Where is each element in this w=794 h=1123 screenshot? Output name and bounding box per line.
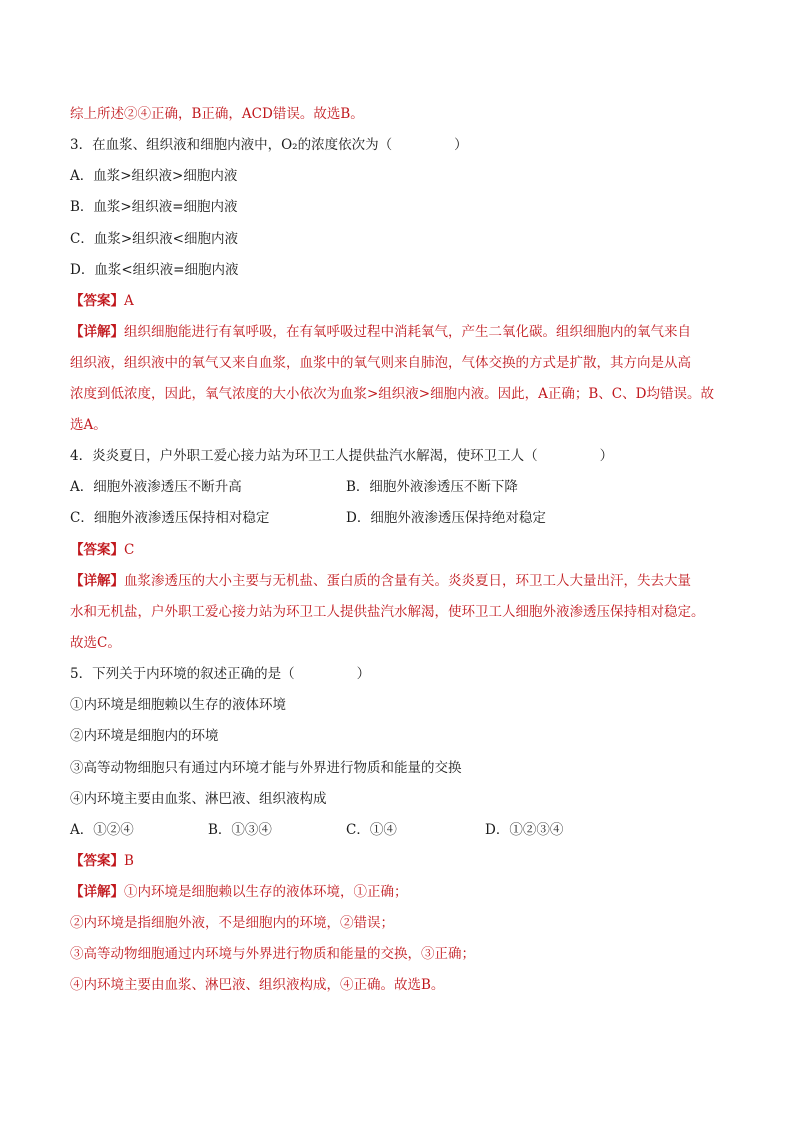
q5-statement-2: ②内环境是细胞内的环境 — [70, 728, 219, 744]
q5-answer-value: B — [124, 853, 134, 869]
q4-option-b: B．细胞外液渗透压不断下降 — [346, 479, 518, 495]
q3-answer — [70, 291, 134, 311]
q5-detail-text-1: ①内环境是细胞赖以生存的液体环境，①正确； — [124, 884, 408, 900]
q5-stem-text: 5．下列关于内环境的叙述正确的是（ — [70, 666, 295, 682]
q4-detail-tag: 【详解】 — [70, 573, 124, 589]
q2-conclusion: 综上所述②④正确，B正确，ACD错误。故选B。 — [70, 106, 364, 122]
q4-option-a: A．细胞外液渗透压不断升高 — [70, 479, 242, 495]
q4-detail-line-3: 故选C。 — [70, 635, 121, 651]
q4-stem-paren: ） — [599, 448, 614, 464]
q3-stem-paren: ） — [454, 137, 468, 153]
q4-answer — [70, 540, 134, 560]
q5-option-d: D．①②③④ — [485, 822, 564, 838]
q3-answer-value: A — [124, 293, 134, 309]
q3-option-b: B．血浆>组织液=细胞内液 — [70, 199, 238, 215]
q5-statement-1: ①内环境是细胞赖以生存的液体环境 — [70, 697, 286, 713]
q4-stem — [70, 446, 613, 466]
q5-option-c: C．①④ — [346, 822, 397, 838]
q4-option-c: C．细胞外液渗透压保持相对稳定 — [70, 510, 270, 526]
q5-detail-line-1 — [70, 882, 408, 902]
q5-detail-tag: 【详解】 — [70, 884, 124, 900]
q3-stem — [70, 135, 468, 155]
q5-statement-3: ③高等动物细胞只有通过内环境才能与外界进行物质和能量的交换 — [70, 760, 462, 776]
q4-detail-text-1: 血浆渗透压的大小主要与无机盐、蛋白质的含量有关。炎炎夏日，环卫工人大量出汗，失去大量 — [124, 573, 691, 589]
q5-options-row — [70, 820, 730, 840]
q3-stem-text: 3．在血浆、组织液和细胞内液中，O₂的浓度依次为（ — [70, 137, 393, 153]
q5-answer-tag: 【答案】 — [70, 853, 124, 869]
q4-detail-line-2: 水和无机盐，户外职工爱心接力站为环卫工人提供盐汽水解渴，使环卫工人细胞外液渗透压保持相对稳定。 — [70, 604, 705, 620]
q3-answer-tag: 【答案】 — [70, 293, 124, 309]
q5-detail-line-3: ③高等动物细胞通过内环境与外界进行物质和能量的交换，③正确； — [70, 946, 475, 962]
q5-stem — [70, 664, 370, 684]
q3-option-c: C．血浆>组织液<细胞内液 — [70, 231, 238, 247]
q4-answer-tag: 【答案】 — [70, 542, 124, 558]
q4-stem-text: 4．炎炎夏日，户外职工爱心接力站为环卫工人提供盐汽水解渴，使环卫工人（ — [70, 448, 538, 464]
q4-option-d: D．细胞外液渗透压保持绝对稳定 — [346, 510, 546, 526]
q3-detail-line-2: 组织液，组织液中的氧气又来自血浆，血浆中的氧气则来自肺泡，气体交换的方式是扩散，其方向是从高 — [70, 355, 691, 371]
q5-detail-line-2: ②内环境是指细胞外液，不是细胞内的环境，②错误； — [70, 915, 394, 931]
q5-option-a: A．①②④ — [70, 822, 134, 838]
q3-detail-line-4: 选A。 — [70, 417, 107, 433]
q3-detail-tag: 【详解】 — [70, 324, 124, 340]
q3-detail-line-3: 浓度到低浓度，因此，氧气浓度的大小依次为血浆>组织液>细胞内液。因此，A正确；B、C、D均错误。故 — [70, 386, 714, 402]
q3-option-d: D．血浆<组织液=细胞内液 — [70, 262, 239, 278]
q5-statement-4: ④内环境主要由血浆、淋巴液、组织液构成 — [70, 791, 327, 807]
q4-answer-value: C — [124, 542, 135, 558]
q4-options-row-2 — [70, 508, 546, 528]
q3-detail-line-1 — [70, 322, 691, 342]
q5-detail-line-4: ④内环境主要由血浆、淋巴液、组织液构成，④正确。故选B。 — [70, 977, 445, 993]
q4-options-row-1 — [70, 477, 518, 497]
q5-answer — [70, 851, 134, 871]
q5-option-b: B．①③④ — [208, 822, 272, 838]
q4-detail-line-1 — [70, 571, 691, 591]
q5-stem-paren: ） — [356, 666, 371, 682]
q3-detail-text-1: 组织细胞能进行有氧呼吸，在有氧呼吸过程中消耗氧气，产生二氧化碳。组织细胞内的氧气来自 — [124, 324, 691, 340]
q3-option-a: A．血浆>组织液>细胞内液 — [70, 168, 238, 184]
